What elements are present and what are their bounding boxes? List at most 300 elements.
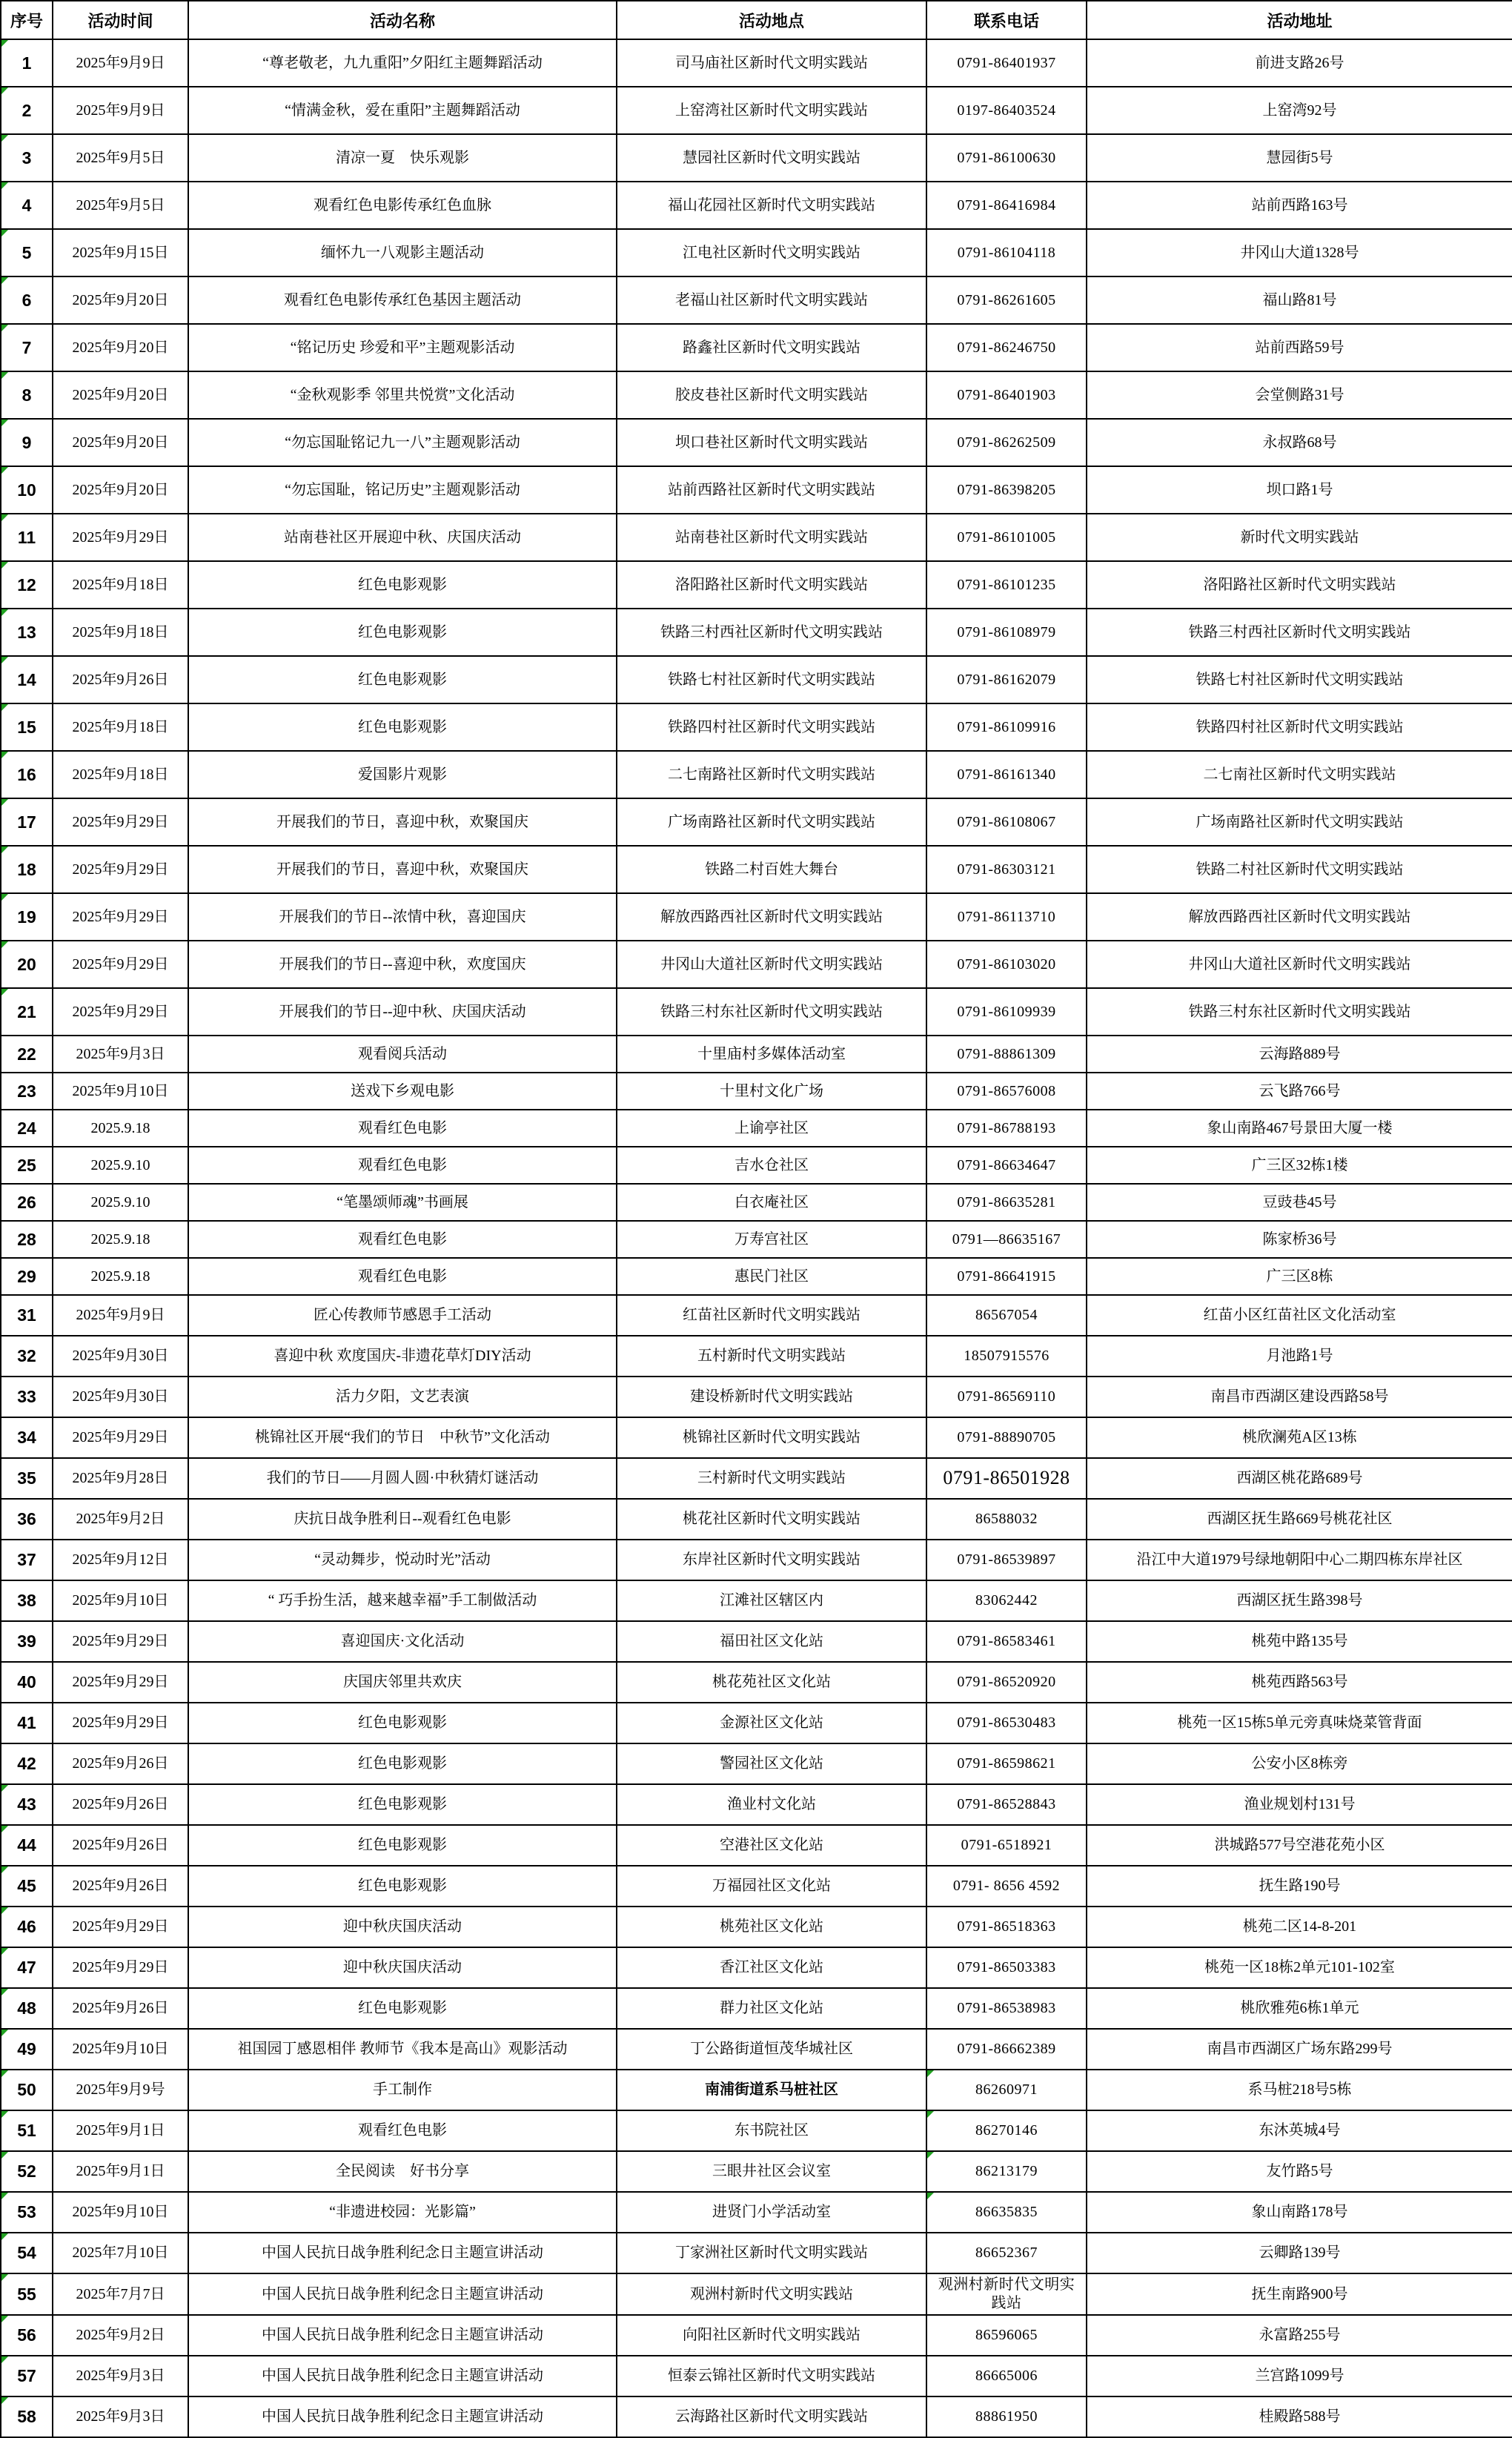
activity-time-cell: 2025年9月29日	[53, 1417, 188, 1458]
contact-phone-cell: 0791-86401903	[926, 371, 1087, 419]
activity-time-cell: 2025年9月3日	[53, 2356, 188, 2396]
activity-time-cell: 2025年7月7日	[53, 2273, 188, 2315]
table-body	[1, 39, 1512, 2437]
serial-number-cell: 23	[1, 1073, 53, 1110]
activity-name-cell: 开展我们的节日--迎中秋、庆国庆活动	[188, 988, 617, 1036]
serial-number-cell: 8	[1, 371, 53, 419]
activity-address-cell: 桃欣雅苑6栋1单元	[1087, 1988, 1512, 2029]
serial-number-cell: 42	[1, 1743, 53, 1784]
activity-location-cell: 渔业村文化站	[617, 1784, 926, 1825]
contact-phone-cell: 0791-86635281	[926, 1184, 1087, 1221]
activity-name-cell: 匠心传教师节感恩手工活动	[188, 1295, 617, 1336]
table-row	[1, 87, 1512, 134]
contact-phone-cell: 0791-86303121	[926, 846, 1087, 893]
table-row	[1, 1784, 1512, 1825]
table-row	[1, 1540, 1512, 1580]
activity-name-cell: 爱国影片观影	[188, 751, 617, 798]
activity-time-cell: 2025年9月26日	[53, 1743, 188, 1784]
activity-address-cell: 陈家桥36号	[1087, 1221, 1512, 1258]
number-stored-as-text-flag-icon	[1, 657, 8, 663]
activity-address-cell: 会堂侧路31号	[1087, 371, 1512, 419]
activity-location-cell: 桃花社区新时代文明实践站	[617, 1499, 926, 1540]
contact-phone-cell: 86665006	[926, 2356, 1087, 2396]
activity-location-cell: 警园社区文化站	[617, 1743, 926, 1784]
table-row	[1, 1499, 1512, 1540]
activity-time-cell: 2025年9月26日	[53, 1784, 188, 1825]
activity-time-cell: 2025年9月3日	[53, 1036, 188, 1073]
serial-number-cell: 44	[1, 1825, 53, 1866]
serial-number-cell: 43	[1, 1784, 53, 1825]
activity-location-cell: 空港社区文化站	[617, 1825, 926, 1866]
serial-number-cell: 16	[1, 751, 53, 798]
table-row	[1, 182, 1512, 229]
table-row	[1, 2070, 1512, 2110]
activity-name-cell: 红色电影观影	[188, 1703, 617, 1743]
number-stored-as-text-flag-icon	[1, 1866, 8, 1873]
activity-name-cell: 清凉一夏 快乐观影	[188, 134, 617, 182]
contact-phone-cell: 0791-86788193	[926, 1110, 1087, 1147]
table-row	[1, 751, 1512, 798]
table-row	[1, 798, 1512, 846]
table-row	[1, 229, 1512, 276]
activity-address-cell: 井冈山大道社区新时代文明实践站	[1087, 941, 1512, 988]
contact-phone-cell: 0791-86246750	[926, 324, 1087, 371]
contact-phone-cell: 0791-86503383	[926, 1947, 1087, 1988]
contact-phone-cell: 0791-86162079	[926, 656, 1087, 703]
table-row	[1, 1147, 1512, 1184]
activity-time-cell: 2025年9月26日	[53, 1988, 188, 2029]
serial-number-cell: 3	[1, 134, 53, 182]
activity-time-cell: 2025年9月9日	[53, 39, 188, 87]
activity-name-cell: 活力夕阳，文艺表演	[188, 1377, 617, 1417]
table-row	[1, 514, 1512, 561]
activity-location-cell: 胶皮巷社区新时代文明实践站	[617, 371, 926, 419]
table-row	[1, 1662, 1512, 1703]
table-row	[1, 1184, 1512, 1221]
table-row	[1, 1073, 1512, 1110]
contact-phone-cell: 0791-86641915	[926, 1258, 1087, 1295]
number-stored-as-text-flag-icon	[1, 467, 8, 474]
activity-time-cell: 2025年9月29日	[53, 846, 188, 893]
activity-address-cell: 广场南路社区新时代文明实践站	[1087, 798, 1512, 846]
table-row	[1, 893, 1512, 941]
activity-name-cell: 观看红色电影传承红色基因主题活动	[188, 276, 617, 324]
serial-number-cell: 15	[1, 703, 53, 751]
activity-address-cell: 红苗小区红苗社区文化活动室	[1087, 1295, 1512, 1336]
contact-phone-cell: 0791-86576008	[926, 1073, 1087, 1110]
activity-address-cell: 桂殿路588号	[1087, 2396, 1512, 2437]
contact-phone-cell: 0791-86530483	[926, 1703, 1087, 1743]
table-row	[1, 419, 1512, 466]
table-row	[1, 656, 1512, 703]
activity-address-cell: 象山南路178号	[1087, 2192, 1512, 2233]
contact-phone-cell: 86260971	[926, 2070, 1087, 2110]
activity-address-cell: 云海路889号	[1087, 1036, 1512, 1073]
activity-location-cell: 香江社区文化站	[617, 1947, 926, 1988]
contact-phone-cell: 0791-86262509	[926, 419, 1087, 466]
contact-phone-cell: 0791—86635167	[926, 1221, 1087, 1258]
activity-address-cell: 铁路三村东社区新时代文明实践站	[1087, 988, 1512, 1036]
contact-phone-cell: 0791-86103020	[926, 941, 1087, 988]
number-stored-as-text-flag-icon	[1, 2356, 8, 2363]
contact-phone-cell: 88861950	[926, 2396, 1087, 2437]
activity-address-cell: 西湖区桃花路689号	[1087, 1458, 1512, 1499]
contact-phone-cell: 18507915576	[926, 1336, 1087, 1377]
contact-phone-cell: 0791-86569110	[926, 1377, 1087, 1417]
activity-name-cell: 迎中秋庆国庆活动	[188, 1947, 617, 1988]
activity-location-cell: 解放西路西社区新时代文明实践站	[617, 893, 926, 941]
number-stored-as-text-flag-icon	[1, 2070, 8, 2077]
number-stored-as-text-flag-icon	[1, 2274, 8, 2281]
contact-phone-cell: 0791-86113710	[926, 893, 1087, 941]
number-stored-as-text-flag-icon	[1, 420, 8, 426]
activity-name-cell: 开展我们的节日，喜迎中秋，欢聚国庆	[188, 846, 617, 893]
activity-address-cell: 豆豉巷45号	[1087, 1184, 1512, 1221]
activity-location-cell: 江电社区新时代文明实践站	[617, 229, 926, 276]
activity-time-cell: 2025年9月26日	[53, 1866, 188, 1907]
activity-location-cell: 站南巷社区新时代文明实践站	[617, 514, 926, 561]
serial-number-cell: 9	[1, 419, 53, 466]
serial-number-cell: 32	[1, 1336, 53, 1377]
activity-name-cell: 站南巷社区开展迎中秋、庆国庆活动	[188, 514, 617, 561]
activity-address-cell: 永富路255号	[1087, 2315, 1512, 2356]
activity-location-cell: 群力社区文化站	[617, 1988, 926, 2029]
table-row	[1, 1458, 1512, 1499]
number-stored-as-text-flag-icon	[1, 1907, 8, 1914]
activity-name-cell: “勿忘国耻，铭记历史”主题观影活动	[188, 466, 617, 514]
activity-address-cell: 铁路三村西社区新时代文明实践站	[1087, 609, 1512, 656]
activity-name-cell: 开展我们的节日，喜迎中秋，欢聚国庆	[188, 798, 617, 846]
table-row	[1, 276, 1512, 324]
number-stored-as-text-flag-icon	[1, 2193, 8, 2199]
number-stored-as-text-flag-icon	[1, 799, 8, 806]
activity-name-cell: 观看阅兵活动	[188, 1036, 617, 1073]
activity-location-cell: 恒泰云锦社区新时代文明实践站	[617, 2356, 926, 2396]
number-stored-as-text-flag-icon	[1, 1948, 8, 1955]
activity-name-cell: “笔墨颂师魂”书画展	[188, 1184, 617, 1221]
header-activity-time: 活动时间	[53, 1, 188, 39]
serial-number-cell: 35	[1, 1458, 53, 1499]
activity-location-cell: 十里村文化广场	[617, 1073, 926, 1110]
table-row	[1, 1866, 1512, 1907]
activity-address-cell: 福山路81号	[1087, 276, 1512, 324]
activity-time-cell: 2025年9月10日	[53, 2029, 188, 2070]
serial-number-cell: 11	[1, 514, 53, 561]
activity-time-cell: 2025年9月3日	[53, 2396, 188, 2437]
header-activity-address: 活动地址	[1087, 1, 1512, 39]
table-row	[1, 1377, 1512, 1417]
contact-phone-cell: 0791-86634647	[926, 1147, 1087, 1184]
activity-location-cell: 三眼井社区会议室	[617, 2151, 926, 2192]
number-stored-as-text-flag-icon	[1, 2111, 8, 2118]
serial-number-cell: 28	[1, 1221, 53, 1258]
activity-location-cell: 三村新时代文明实践站	[617, 1458, 926, 1499]
activity-location-cell: 进贤门小学活动室	[617, 2192, 926, 2233]
table-row	[1, 988, 1512, 1036]
contact-phone-cell: 0791-86401937	[926, 39, 1087, 87]
activity-time-cell: 2025年9月29日	[53, 941, 188, 988]
serial-number-cell: 33	[1, 1377, 53, 1417]
activity-time-cell: 2025年9月2日	[53, 2315, 188, 2356]
serial-number-cell: 21	[1, 988, 53, 1036]
serial-number-cell: 26	[1, 1184, 53, 1221]
activity-address-cell: 广三区32栋1楼	[1087, 1147, 1512, 1184]
activity-name-cell: “金秋观影季 邻里共悦赏”文化活动	[188, 371, 617, 419]
serial-number-cell: 37	[1, 1540, 53, 1580]
activity-time-cell: 2025年9月26日	[53, 1825, 188, 1866]
table-row	[1, 2192, 1512, 2233]
table-row	[1, 2110, 1512, 2151]
number-stored-as-text-flag-icon	[1, 2030, 8, 2036]
serial-number-cell: 57	[1, 2356, 53, 2396]
activity-location-cell: 上谕亭社区	[617, 1110, 926, 1147]
number-stored-as-text-flag-icon	[1, 1785, 8, 1792]
table-row	[1, 1825, 1512, 1866]
activity-time-cell: 2025年9月29日	[53, 1621, 188, 1662]
activity-time-cell: 2025.9.10	[53, 1147, 188, 1184]
number-stored-as-text-flag-icon	[927, 2070, 934, 2077]
table-row	[1, 1947, 1512, 1988]
table-row	[1, 1907, 1512, 1947]
contact-phone-cell: 0791-88861309	[926, 1036, 1087, 1073]
activity-address-cell: 友竹路5号	[1087, 2151, 1512, 2192]
table-row	[1, 1703, 1512, 1743]
serial-number-cell: 53	[1, 2192, 53, 2233]
serial-number-cell: 50	[1, 2070, 53, 2110]
activity-address-cell: 新时代文明实践站	[1087, 514, 1512, 561]
activity-time-cell: 2025年9月12日	[53, 1540, 188, 1580]
serial-number-cell: 36	[1, 1499, 53, 1540]
contact-phone-cell: 86652367	[926, 2233, 1087, 2273]
activity-location-cell: 洛阳路社区新时代文明实践站	[617, 561, 926, 609]
activity-time-cell: 2025年9月30日	[53, 1336, 188, 1377]
serial-number-cell: 52	[1, 2151, 53, 2192]
activity-location-cell: 老福山社区新时代文明实践站	[617, 276, 926, 324]
activity-name-cell: 观看红色电影	[188, 1147, 617, 1184]
activity-address-cell: 上窑湾92号	[1087, 87, 1512, 134]
activity-address-cell: 铁路四村社区新时代文明实践站	[1087, 703, 1512, 751]
activity-location-cell: 站前西路社区新时代文明实践站	[617, 466, 926, 514]
serial-number-cell: 56	[1, 2315, 53, 2356]
activity-time-cell: 2025.9.18	[53, 1221, 188, 1258]
serial-number-cell: 6	[1, 276, 53, 324]
activity-address-cell: 铁路二村社区新时代文明实践站	[1087, 846, 1512, 893]
activity-name-cell: 红色电影观影	[188, 609, 617, 656]
activity-address-cell: 慧园街5号	[1087, 134, 1512, 182]
activity-location-cell: 南浦街道系马桩社区	[617, 2070, 926, 2110]
contact-phone-cell: 0791-86518363	[926, 1907, 1087, 1947]
table-row	[1, 2029, 1512, 2070]
serial-number-cell: 2	[1, 87, 53, 134]
activity-time-cell: 2025年9月18日	[53, 609, 188, 656]
activity-location-cell: 路鑫社区新时代文明实践站	[617, 324, 926, 371]
activity-address-cell: 桃苑一区18栋2单元101-102室	[1087, 1947, 1512, 1988]
activity-location-cell: 白衣庵社区	[617, 1184, 926, 1221]
activity-name-cell: 迎中秋庆国庆活动	[188, 1907, 617, 1947]
number-stored-as-text-flag-icon	[927, 2193, 934, 2199]
number-stored-as-text-flag-icon	[1, 1989, 8, 1995]
serial-number-cell: 20	[1, 941, 53, 988]
activity-location-cell: 惠民门社区	[617, 1258, 926, 1295]
activity-address-cell: 南昌市西湖区广场东路299号	[1087, 2029, 1512, 2070]
contact-phone-cell: 0197-86403524	[926, 87, 1087, 134]
number-stored-as-text-flag-icon	[1, 752, 8, 758]
activity-address-cell: 月池路1号	[1087, 1336, 1512, 1377]
table-row	[1, 1295, 1512, 1336]
activity-address-cell: 南昌市西湖区建设西路58号	[1087, 1377, 1512, 1417]
serial-number-cell: 25	[1, 1147, 53, 1184]
activity-location-cell: 铁路四村社区新时代文明实践站	[617, 703, 926, 751]
contact-phone-cell: 0791-86161340	[926, 751, 1087, 798]
serial-number-cell: 13	[1, 609, 53, 656]
activity-address-cell: 东沐英城4号	[1087, 2110, 1512, 2151]
activity-name-cell: 庆国庆邻里共欢庆	[188, 1662, 617, 1703]
activity-time-cell: 2025年9月5日	[53, 134, 188, 182]
activity-address-cell: 抚生路190号	[1087, 1866, 1512, 1907]
header-activity-name: 活动名称	[188, 1, 617, 39]
number-stored-as-text-flag-icon	[1, 704, 8, 711]
contact-phone-cell: 0791-86416984	[926, 182, 1087, 229]
activity-name-cell: 观看红色电影	[188, 2110, 617, 2151]
number-stored-as-text-flag-icon	[1, 277, 8, 284]
contact-phone-cell: 0791- 8656 4592	[926, 1866, 1087, 1907]
activity-name-cell: 红色电影观影	[188, 656, 617, 703]
number-stored-as-text-flag-icon	[1, 135, 8, 142]
activity-location-cell: 慧园社区新时代文明实践站	[617, 134, 926, 182]
activity-name-cell: 红色电影观影	[188, 1825, 617, 1866]
table-row	[1, 1743, 1512, 1784]
activity-name-cell: 红色电影观影	[188, 703, 617, 751]
activity-address-cell: 二七南社区新时代文明实践站	[1087, 751, 1512, 798]
activity-location-cell: 广场南路社区新时代文明实践站	[617, 798, 926, 846]
serial-number-cell: 38	[1, 1580, 53, 1621]
activity-name-cell: “铭记历史 珍爱和平”主题观影活动	[188, 324, 617, 371]
activity-address-cell: 公安小区8栋旁	[1087, 1743, 1512, 1784]
activity-name-cell: 观看红色电影	[188, 1258, 617, 1295]
number-stored-as-text-flag-icon	[1, 514, 8, 521]
table-row	[1, 1110, 1512, 1147]
activity-location-cell: 井冈山大道社区新时代文明实践站	[617, 941, 926, 988]
activity-location-cell: 云海路社区新时代文明实践站	[617, 2396, 926, 2437]
table-row	[1, 2273, 1512, 2315]
serial-number-cell: 14	[1, 656, 53, 703]
activity-name-cell: 中国人民抗日战争胜利纪念日主题宣讲活动	[188, 2356, 617, 2396]
activity-time-cell: 2025年9月20日	[53, 419, 188, 466]
activity-address-cell: 桃苑中路135号	[1087, 1621, 1512, 1662]
table-row	[1, 1988, 1512, 2029]
activity-location-cell: 司马庙社区新时代文明实践站	[617, 39, 926, 87]
contact-phone-cell: 0791-86108979	[926, 609, 1087, 656]
activity-time-cell: 2025年9月9日	[53, 1295, 188, 1336]
contact-phone-cell: 0791-86109939	[926, 988, 1087, 1036]
activity-location-cell: 福田社区文化站	[617, 1621, 926, 1662]
activity-address-cell: 洛阳路社区新时代文明实践站	[1087, 561, 1512, 609]
table-row	[1, 1258, 1512, 1295]
activity-address-cell: 云卿路139号	[1087, 2233, 1512, 2273]
table-row	[1, 846, 1512, 893]
number-stored-as-text-flag-icon	[1, 609, 8, 616]
serial-number-cell: 39	[1, 1621, 53, 1662]
activity-location-cell: 二七南路社区新时代文明实践站	[617, 751, 926, 798]
contact-phone-cell: 0791-86528843	[926, 1784, 1087, 1825]
table-row	[1, 371, 1512, 419]
activity-time-cell: 2025年9月15日	[53, 229, 188, 276]
contact-phone-cell: 0791-86104118	[926, 229, 1087, 276]
activity-name-cell: 红色电影观影	[188, 1784, 617, 1825]
activity-time-cell: 2025年9月20日	[53, 371, 188, 419]
activity-address-cell: 广三区8栋	[1087, 1258, 1512, 1295]
activity-time-cell: 2025年9月29日	[53, 1947, 188, 1988]
table-row	[1, 134, 1512, 182]
activity-address-cell: 系马桩218号5栋	[1087, 2070, 1512, 2110]
activity-name-cell: 喜迎国庆·文化活动	[188, 1621, 617, 1662]
activity-location-cell: 铁路三村西社区新时代文明实践站	[617, 609, 926, 656]
activity-time-cell: 2025年9月10日	[53, 1580, 188, 1621]
table-header	[1, 1, 1512, 39]
activity-location-cell: 建设桥新时代文明实践站	[617, 1377, 926, 1417]
activity-address-cell: 桃苑一区15栋5单元旁真味烧菜管背面	[1087, 1703, 1512, 1743]
contact-phone-cell: 0791-86398205	[926, 466, 1087, 514]
activity-address-cell: 桃欣澜苑A区13栋	[1087, 1417, 1512, 1458]
activity-name-cell: “非遗进校园：光影篇”	[188, 2192, 617, 2233]
activity-name-cell: “灵动舞步，悦动时光”活动	[188, 1540, 617, 1580]
activity-name-cell: 观看红色电影传承红色血脉	[188, 182, 617, 229]
serial-number-cell: 48	[1, 1988, 53, 2029]
activity-address-cell: 西湖区抚生路398号	[1087, 1580, 1512, 1621]
contact-phone-cell: 观洲村新时代文明实践站	[926, 2273, 1087, 2315]
number-stored-as-text-flag-icon	[1, 325, 8, 331]
activity-name-cell: 红色电影观影	[188, 1743, 617, 1784]
contact-phone-cell: 0791-86109916	[926, 703, 1087, 751]
contact-phone-cell: 83062442	[926, 1580, 1087, 1621]
activity-time-cell: 2025年9月1日	[53, 2151, 188, 2192]
table-row	[1, 2315, 1512, 2356]
serial-number-cell: 29	[1, 1258, 53, 1295]
number-stored-as-text-flag-icon	[927, 2152, 934, 2159]
serial-number-cell: 45	[1, 1866, 53, 1907]
serial-number-cell: 10	[1, 466, 53, 514]
activity-time-cell: 2025年9月20日	[53, 466, 188, 514]
activity-name-cell: 祖国园丁感恩相伴 教师节《我本是高山》观影活动	[188, 2029, 617, 2070]
activity-time-cell: 2025年9月28日	[53, 1458, 188, 1499]
serial-number-cell: 19	[1, 893, 53, 941]
activity-name-cell: 缅怀九一八观影主题活动	[188, 229, 617, 276]
activity-name-cell: 观看红色电影	[188, 1110, 617, 1147]
activity-time-cell: 2025.9.18	[53, 1258, 188, 1295]
activity-address-cell: 渔业规划村131号	[1087, 1784, 1512, 1825]
contact-phone-cell: 0791-86501928	[926, 1458, 1087, 1499]
activity-time-cell: 2025年9月29日	[53, 514, 188, 561]
table-row	[1, 703, 1512, 751]
activity-address-cell: 抚生南路900号	[1087, 2273, 1512, 2315]
serial-number-cell: 24	[1, 1110, 53, 1147]
contact-phone-cell: 86635835	[926, 2192, 1087, 2233]
contact-phone-cell: 0791-86662389	[926, 2029, 1087, 2070]
table-row	[1, 2151, 1512, 2192]
header-contact-phone: 联系电话	[926, 1, 1087, 39]
activity-time-cell: 2025年9月29日	[53, 1703, 188, 1743]
activity-time-cell: 2025年9月1日	[53, 2110, 188, 2151]
activity-location-cell: 江滩社区辖区内	[617, 1580, 926, 1621]
activity-name-cell: 观看红色电影	[188, 1221, 617, 1258]
contact-phone-cell: 0791-6518921	[926, 1825, 1087, 1866]
serial-number-cell: 1	[1, 39, 53, 87]
activity-name-cell: 我们的节日——月圆人圆·中秋猜灯谜活动	[188, 1458, 617, 1499]
table-row	[1, 1580, 1512, 1621]
activity-time-cell: 2025年9月30日	[53, 1377, 188, 1417]
activity-location-cell: 观洲村新时代文明实践站	[617, 2273, 926, 2315]
activity-name-cell: 中国人民抗日战争胜利纪念日主题宣讲活动	[188, 2233, 617, 2273]
